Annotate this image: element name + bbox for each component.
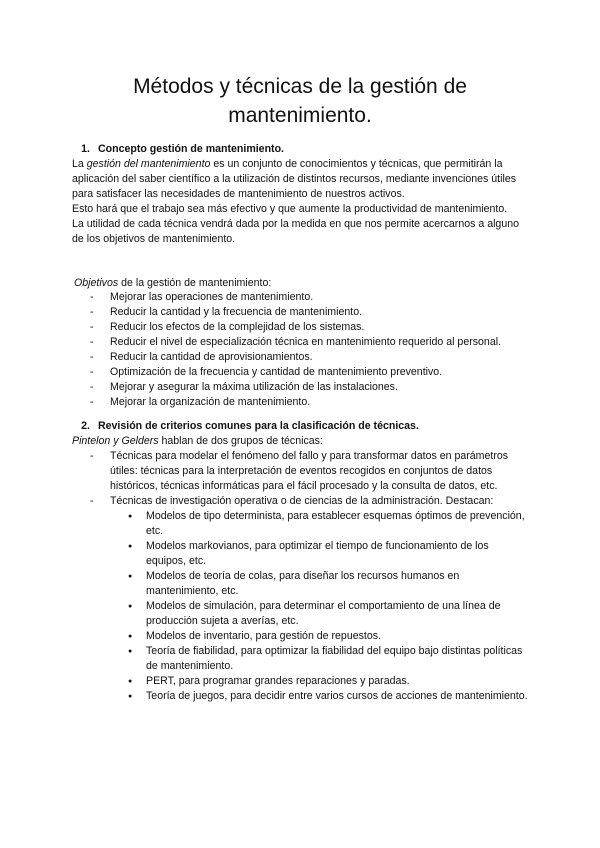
section-2-intro-emphasis: Pintelon y Gelders	[72, 435, 159, 447]
objectives-intro	[74, 276, 532, 291]
list-item: ● Modelos de tipo determinista, para establecer esquemas óptimos de prevención, etc.	[72, 509, 530, 539]
section-1-paragraph-1	[72, 157, 530, 202]
section-1-heading-text: Concepto gestión de mantenimiento.	[98, 143, 284, 155]
list-item: - Reducir la cantidad y la frecuencia de mantenimiento.	[72, 305, 530, 320]
section-2-heading	[72, 419, 530, 434]
list-item: ● Teoría de fiabilidad, para optimizar la fiabilidad del equipo bajo distintas políticas de mantenimiento.	[72, 644, 530, 674]
groups-list	[72, 449, 530, 509]
objectives-list-block	[72, 290, 530, 410]
objectives-intro-rest: de la gestión de mantenimiento:	[118, 277, 272, 289]
section-1-paragraph-3: La utilidad de cada técnica vendrá dada por la medida en que nos permite acercarnos a alguno de los objetivos de mantenimiento.	[72, 218, 520, 245]
paragraph-1-emphasis: gestión del mantenimiento	[86, 158, 211, 170]
section-2-heading-text: Revisión de criterios comunes para la clasificación de técnicas.	[98, 420, 419, 432]
objectives-block	[74, 276, 532, 291]
paragraph-1-lead: La	[72, 158, 87, 170]
list-item: ● PERT, para programar grandes reparaciones y paradas.	[72, 674, 530, 689]
group-2-text: Técnicas de investigación operativa o de ciencias de la administración. Destacan:	[110, 495, 494, 507]
list-item: - Mejorar y asegurar la máxima utilización de las instalaciones.	[72, 380, 530, 395]
section-1-paragraph-2: Esto hará que el trabajo sea más efectivo y que aumente la productividad de mantenimiento.	[72, 203, 508, 215]
section-2-intro	[72, 434, 530, 449]
objectives-list	[72, 290, 530, 410]
list-item: ● Modelos de inventario, para gestión de repuestos.	[72, 629, 530, 644]
document-title: Métodos y técnicas de la gestión de mantenimiento.	[133, 75, 467, 127]
list-item: - Optimización de la frecuencia y cantidad de mantenimiento preventivo.	[72, 365, 530, 380]
section-2-number: 2.	[81, 420, 90, 432]
paragraph-1-rest: es un conjunto de conocimientos y técnicas, que permitirán la aplicación del saber científico a la utilización de distintos recursos, mediante invenciones útiles para satisfacer las necesidades de mantenimiento de nuestros activos.	[72, 158, 517, 200]
list-item: ● Modelos markovianos, para optimizar el tiempo de funcionamiento de los equipos, etc.	[72, 539, 530, 569]
objectives-emphasis: Objetivos	[74, 277, 119, 289]
list-item: - Mejorar las operaciones de mantenimiento.	[72, 290, 530, 305]
list-item: ● Modelos de simulación, para determinar el comportamiento de una línea de producción sujeta a averías, etc.	[72, 599, 530, 629]
list-item: - Reducir el nivel de especialización técnica en mantenimiento requerido al personal.	[72, 335, 530, 350]
list-item	[72, 494, 530, 509]
list-item: - Mejorar la organización de mantenimiento.	[72, 395, 530, 410]
section-1	[72, 142, 530, 247]
list-item: ● Modelos de teoría de colas, para diseñar los recursos humanos en mantenimiento, etc.	[72, 569, 530, 599]
section-1-heading	[72, 142, 530, 157]
section-1-number: 1.	[81, 143, 90, 155]
list-item: - Técnicas para modelar el fenómeno del fallo y para transformar datos en parámetros útiles: técnicas para la interpretación de eventos recogidos en conjuntos de datos históricos, técnicas informáticas para el fácil procesado y la consulta de datos, etc.	[72, 449, 530, 494]
techniques-list	[72, 509, 530, 704]
section-2	[72, 419, 530, 704]
list-item: ● Teoría de juegos, para decidir entre varios cursos de acciones de mantenimiento.	[72, 689, 530, 704]
section-2-intro-rest: hablan de dos grupos de técnicas:	[158, 435, 323, 447]
list-item: - Reducir la cantidad de aprovisionamientos.	[72, 350, 530, 365]
list-item: - Reducir los efectos de la complejidad de los sistemas.	[72, 320, 530, 335]
